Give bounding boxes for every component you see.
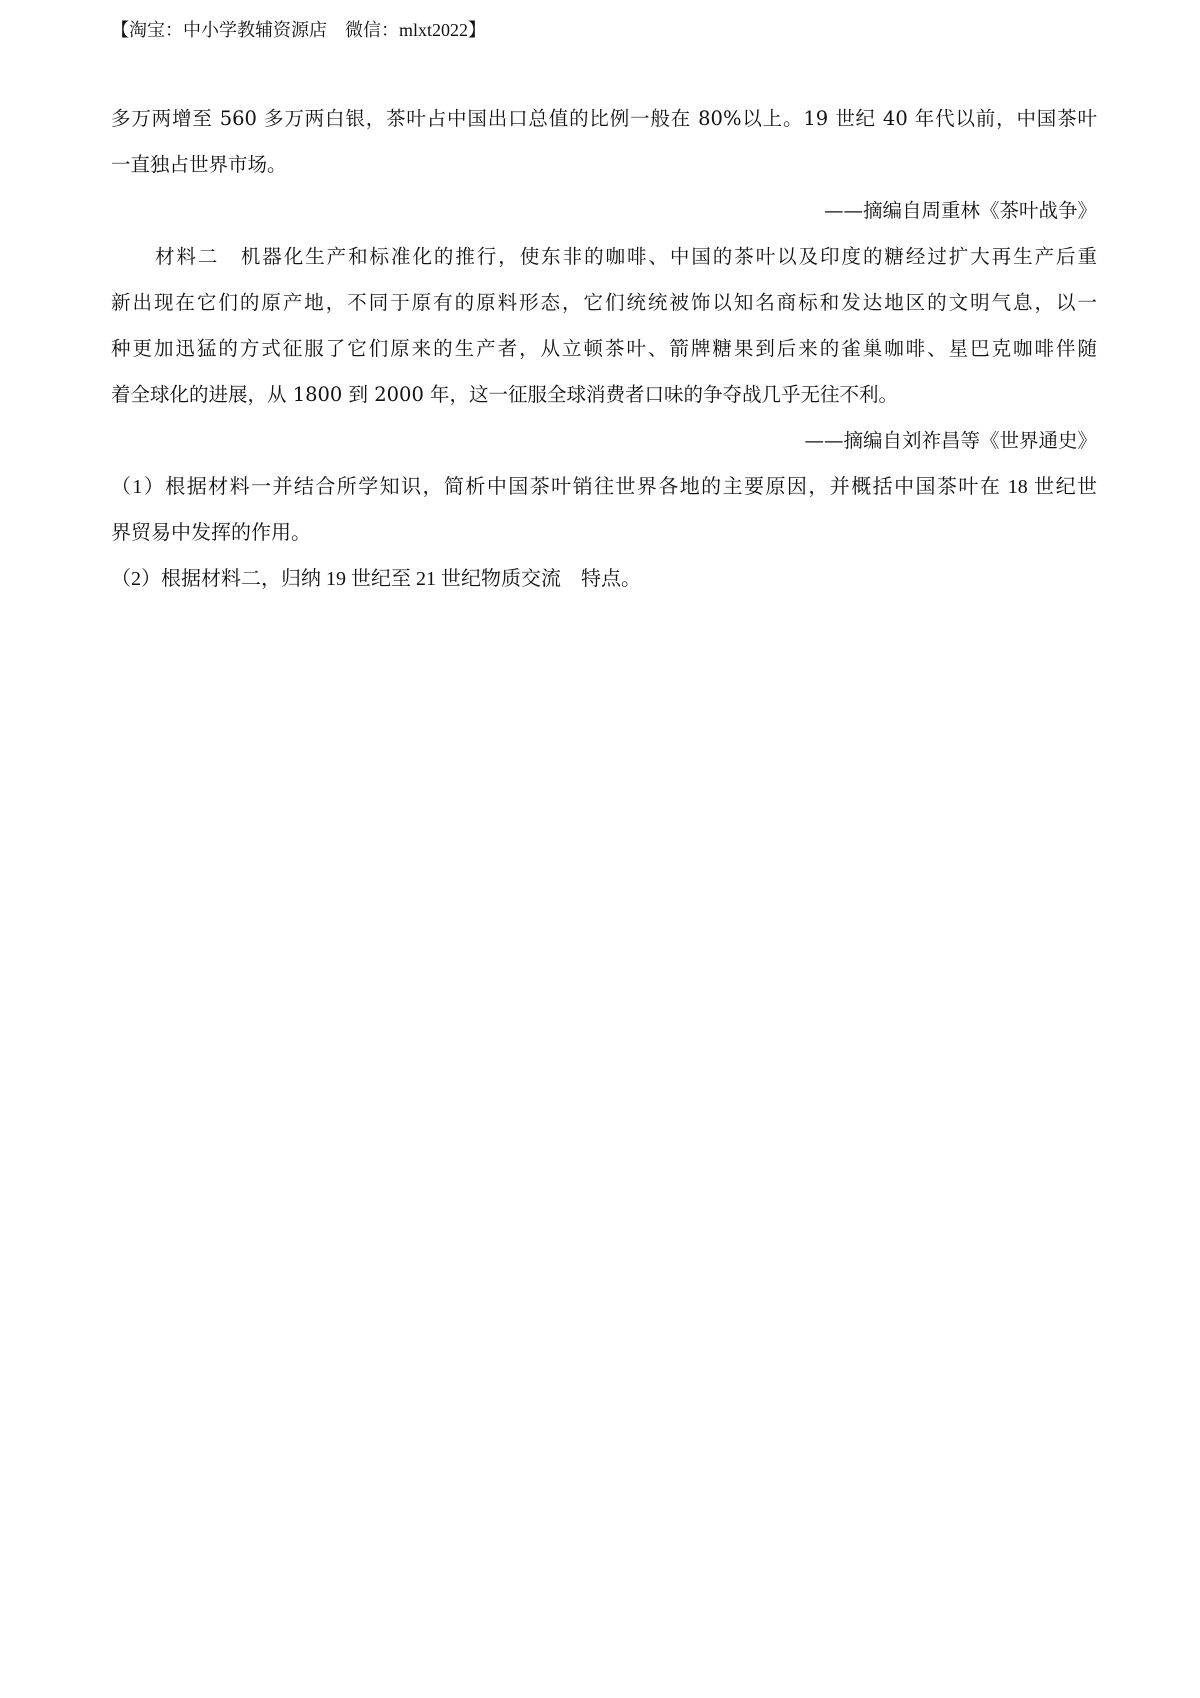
material-two-line: 材料二 机器化生产和标准化的推行，使东非的咖啡、中国的茶叶以及印度的糖经过扩大再生产后重 [155, 245, 1097, 268]
document-body [111, 96, 1097, 602]
material-one-line: 多万两增至 560 多万两白银，茶叶占中国出口总值的比例一般在 80%以上。19 世纪 40 年代以前，中国茶叶 [111, 107, 1097, 130]
question-two: （2）根据材料二，归纳 19 世纪至 21 世纪物质交流 特点。 [111, 568, 641, 590]
material-two-source: ——摘编自刘祚昌等《世界通史》 [804, 429, 1097, 452]
material-one-line: 一直独占世界市场。 [111, 153, 287, 176]
material-two-line: 新出现在它们的原产地，不同于原有的原料形态，它们统统被饰以知名商标和发达地区的文明气息，以一 [111, 291, 1097, 314]
material-one-source: ——摘编自周重林《茶叶战争》 [823, 199, 1097, 222]
question-one-line: （1）根据材料一并结合所学知识，简析中国茶叶销往世界各地的主要原因，并概括中国茶叶在 18 世纪世 [111, 476, 1097, 498]
material-two-line: 着全球化的进展，从 1800 到 2000 年，这一征服全球消费者口味的争夺战几乎无往不利。 [111, 383, 899, 406]
question-one-line: 界贸易中发挥的作用。 [111, 522, 311, 544]
header-watermark-note: 【淘宝：中小学教辅资源店 微信：mlxt2022】 [111, 20, 487, 40]
material-two-line: 种更加迅猛的方式征服了它们原来的生产者，从立顿茶叶、箭牌糖果到后来的雀巢咖啡、星巴克咖啡伴随 [111, 337, 1097, 360]
